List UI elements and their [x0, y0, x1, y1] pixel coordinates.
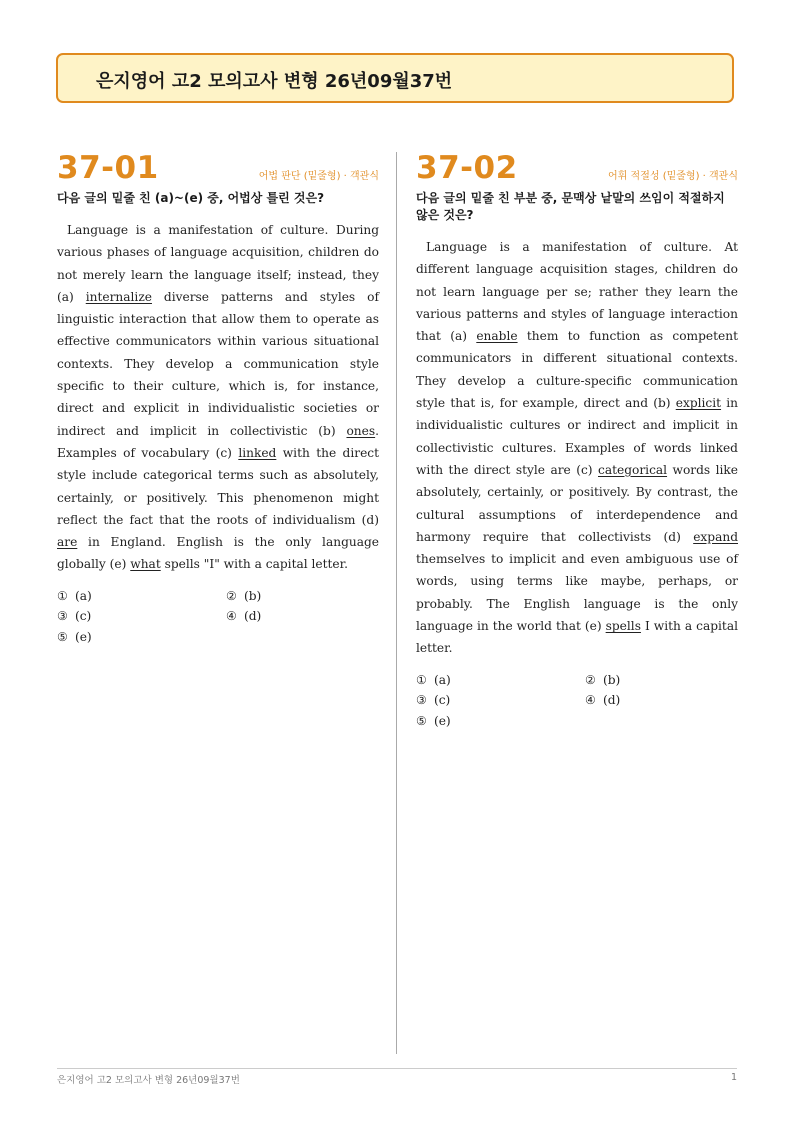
- passage-text: Language is a manifestation of culture. During various phases of language acquisition, children do not merely learn the language itself; instead, they (a): [57, 223, 379, 304]
- choice-text: (e): [74, 629, 92, 644]
- choice-text: (a): [74, 588, 92, 603]
- question-type: 어휘 적절성 (밑줄형) · 객관식: [608, 171, 738, 182]
- footer-title: 은지영어 고2 모의고사 변형 26년09월37번: [57, 1075, 240, 1086]
- passage: [416, 236, 738, 660]
- choice-mark: ③: [416, 693, 427, 708]
- question-header: [416, 150, 738, 188]
- question-number: 37-01: [57, 150, 159, 186]
- choice-1[interactable]: [57, 588, 226, 606]
- choice-mark: ②: [585, 672, 596, 687]
- underlined-word: ones: [346, 423, 376, 438]
- question-number: 37-02: [416, 150, 518, 186]
- choice-mark: ②: [226, 588, 237, 603]
- choice-mark: ③: [57, 609, 68, 624]
- question-type: 어법 판단 (밑줄형) · 객관식: [258, 171, 379, 182]
- underlined-word: internalize: [85, 289, 152, 304]
- passage-text: I with a capital letter.: [416, 619, 738, 656]
- choice-1[interactable]: [416, 672, 585, 690]
- choice-text: (d): [243, 609, 262, 624]
- choice-text: (b): [602, 672, 621, 687]
- choice-mark: ①: [57, 588, 68, 603]
- underlined-word: expand: [693, 529, 738, 544]
- underlined-word: are: [57, 535, 78, 550]
- choice-3[interactable]: [57, 608, 226, 626]
- underlined-word: categorical: [598, 462, 668, 477]
- choice-text: (b): [243, 588, 262, 603]
- choice-mark: ④: [226, 609, 237, 624]
- question-37-01: [57, 150, 379, 646]
- choice-mark: ④: [585, 693, 596, 708]
- passage-text: themselves to implicit and even ambiguous use of words, using terms like maybe, perhaps, or probably. The English language is the only language in the world that (e): [416, 552, 738, 634]
- question-prompt: 다음 글의 밑줄 친 부분 중, 문맥상 낱말의 쓰임이 적절하지 않은 것은?: [416, 191, 725, 222]
- underlined-word: explicit: [675, 396, 722, 411]
- underlined-word: enable: [476, 329, 518, 344]
- choice-2[interactable]: [585, 672, 738, 690]
- question-prompt: 다음 글의 밑줄 친 (a)~(e) 중, 어법상 틀린 것은?: [57, 191, 325, 205]
- passage-text: diverse patterns and styles of linguistic interaction that allow them to operate as effective communicators within various situational contexts. They develop a communication style specific to their culture, which is, for instance, direct and explicit in individualistic societies or indirect and implicit in collectivistic (b): [57, 289, 379, 438]
- choice-5[interactable]: [416, 713, 585, 731]
- passage-text: words like absolutely, certainly, or positively. By contrast, the cultural assumptions of interdependence and harmony require that collectivists (d): [416, 462, 739, 544]
- passage-text: . Examples of vocabulary (c): [57, 423, 379, 460]
- underlined-word: linked: [238, 445, 277, 460]
- question-header: [57, 150, 379, 188]
- choice-text: (c): [74, 609, 92, 624]
- choice-2[interactable]: [226, 588, 379, 606]
- choice-text: (d): [602, 693, 621, 708]
- answer-choices: [416, 672, 738, 731]
- underlined-word: what: [130, 557, 161, 572]
- choice-3[interactable]: [416, 692, 585, 710]
- passage-text: in England. English is the only language globally (e): [57, 535, 379, 572]
- choice-4[interactable]: [585, 692, 738, 710]
- header-banner: [56, 53, 734, 103]
- passage-text: in individualistic cultures or indirect and implicit in collectivistic cultures. Examples of words linked with the direct style are (c): [416, 396, 738, 477]
- choice-mark: ①: [416, 672, 427, 687]
- answer-choices: [57, 588, 379, 647]
- footer-divider: [57, 1068, 737, 1069]
- passage: [57, 219, 379, 576]
- page-title: 은지영어 고2 모의고사 변형 26년09월37번: [96, 71, 453, 92]
- choice-text: (a): [433, 672, 451, 687]
- passage-text: spells "I" with a capital letter.: [160, 557, 348, 572]
- column-divider: [396, 152, 397, 1054]
- choice-4[interactable]: [226, 608, 379, 626]
- passage-text: with the direct style include categorical terms such as absolutely, certainly, or positively. This phenomenon might reflect the fact that the roots of individualism (d): [57, 445, 379, 527]
- choice-mark: ⑤: [57, 629, 68, 644]
- passage-text: them to function as competent communicators in different situational contexts. They develop a culture-specific communication style that is, for example, direct and (b): [416, 329, 738, 411]
- passage-text: Language is a manifestation of culture. At different language acquisition stages, children do not learn language per se; rather they learn the various patterns and styles of language interaction that (a): [416, 240, 738, 344]
- choice-text: (c): [433, 693, 451, 708]
- choice-text: (e): [433, 713, 451, 728]
- underlined-word: spells: [605, 619, 641, 634]
- question-37-02: [416, 150, 738, 730]
- choice-5[interactable]: [57, 629, 226, 647]
- choice-mark: ⑤: [416, 713, 427, 728]
- page-number: 1: [730, 1072, 737, 1083]
